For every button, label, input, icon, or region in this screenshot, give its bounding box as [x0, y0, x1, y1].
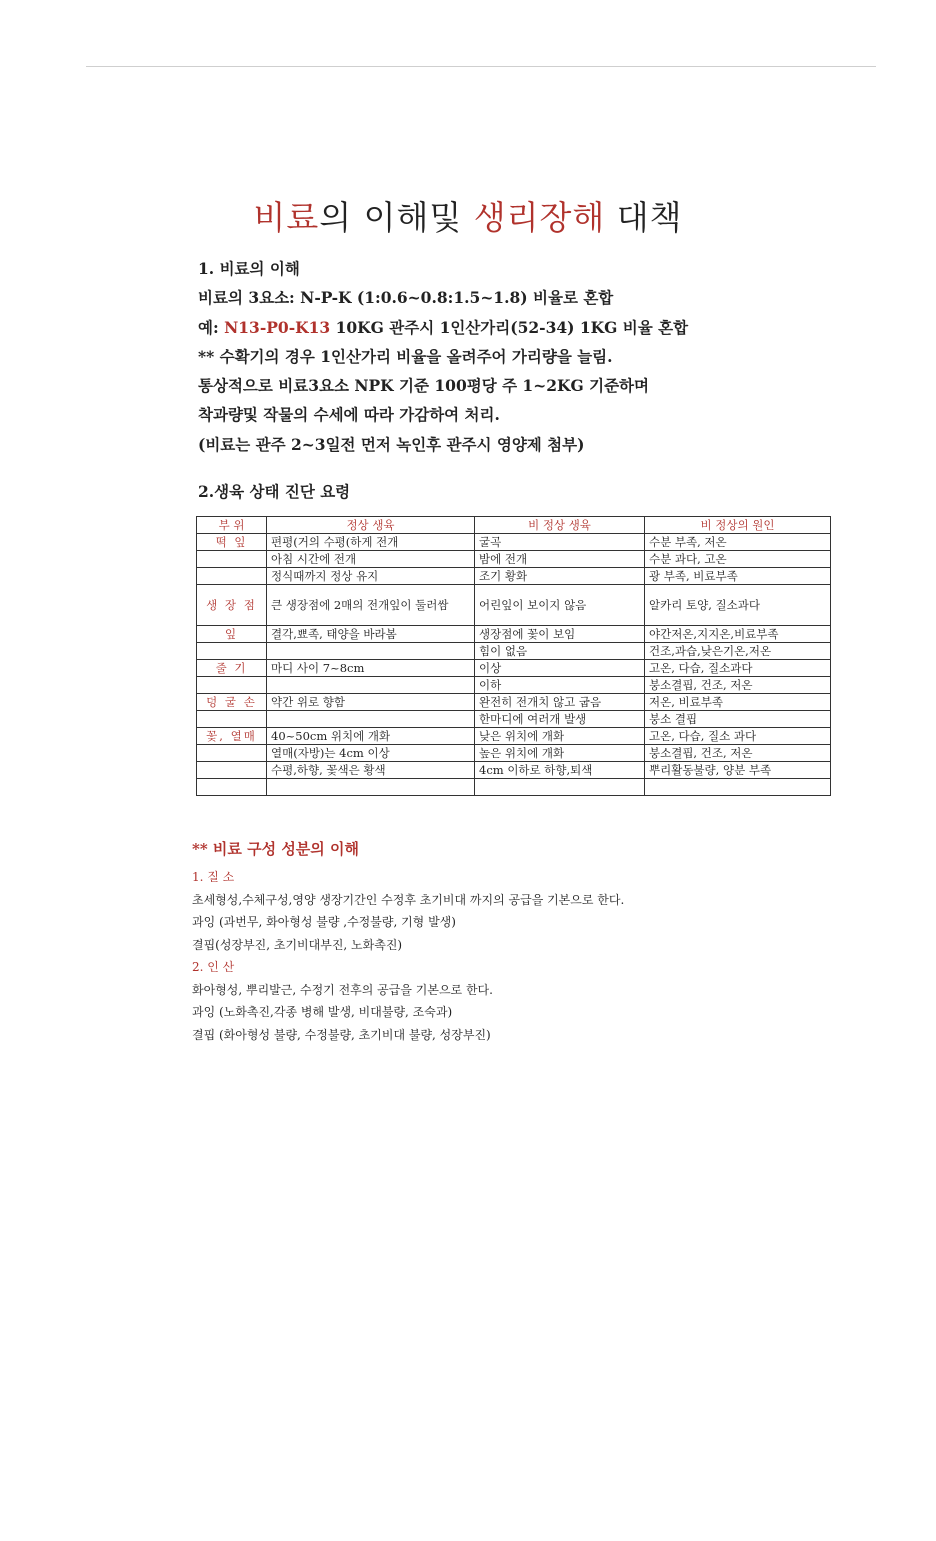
table-row [197, 660, 831, 677]
cell-normal: 큰 생장점에 2매의 전개잎이 둘러쌈 [267, 585, 475, 626]
section1-line1: 비료의 3요소: N-P-K (1:0.6~0.8:1.5~1.8) 비율로 혼합 [198, 288, 614, 308]
cell-normal: 정식때까지 정상 유지 [267, 568, 475, 585]
cell-cause: 고온, 다습, 질소과다 [645, 660, 831, 677]
section1-line4: 통상적으로 비료3요소 NPK 기준 100평당 주 1~2KG 기준하며 [198, 376, 649, 396]
section3-line: 과잉 (과번무, 화아형성 불량 ,수정불량, 기형 발생) [192, 915, 456, 929]
cell-normal [267, 677, 475, 694]
section3-line: 과잉 (노화촉진,각종 병해 발생, 비대불량, 조숙과) [192, 1005, 453, 1019]
section3-heading: ** 비료 구성 성분의 이해 [192, 840, 359, 858]
section1-heading: 1. 비료의 이해 [198, 259, 300, 278]
cell-cause: 붕소결핍, 건조, 저온 [645, 745, 831, 762]
table-row [197, 711, 831, 728]
cell-part [197, 643, 267, 660]
cell-abnormal: 밤에 전개 [475, 551, 645, 568]
cell-normal: 아침 시간에 전개 [267, 551, 475, 568]
table-row [197, 643, 831, 660]
cell-part [197, 762, 267, 779]
section1-line2 [198, 313, 838, 342]
cell-part: 덩 굴 손 [197, 694, 267, 711]
line2-rest: 10KG 관주시 1인산가리(52-34) 1KG 비율 혼합 [330, 317, 689, 337]
cell-abnormal: 생장점에 꽃이 보임 [475, 626, 645, 643]
cell-normal: 마디 사이 7~8cm [267, 660, 475, 677]
section2-heading: 2.생육 상태 진단 요령 [198, 482, 351, 501]
section-fertilizer-understanding [198, 254, 838, 459]
line2-prefix: 예: [198, 317, 225, 337]
section3-line: 초세형성,수체구성,영양 생장기간인 수정후 초기비대 까지의 공급을 기본으로 한다. [192, 892, 625, 907]
cell-part [197, 677, 267, 694]
cell-normal: 편평(거의 수평(하게 전개 [267, 534, 475, 551]
table-row [197, 728, 831, 745]
cell-cause: 붕소결핍, 건조, 저온 [645, 677, 831, 694]
cell-cause: 뿌리활동불량, 양분 부족 [645, 762, 831, 779]
table-row [197, 762, 831, 779]
cell-part: 꽃, 열매 [197, 728, 267, 745]
cell-normal: 열매(자방)는 4cm 이상 [267, 745, 475, 762]
cell-abnormal: 이상 [475, 660, 645, 677]
section-fertilizer-components [192, 866, 792, 1046]
cell-cause: 수분 부족, 저온 [645, 534, 831, 551]
cell-part: 줄 기 [197, 660, 267, 677]
growth-diagnosis-table [196, 516, 831, 796]
section3-line: 2. 인 산 [192, 960, 235, 974]
table-row [197, 568, 831, 585]
scan-top-line [86, 66, 876, 67]
table-header-row [197, 517, 831, 534]
section1-line6: (비료는 관주 2~3일전 먼저 녹인후 관주시 영양제 첨부) [198, 434, 585, 454]
line2-formula: N13-P0-K13 [224, 317, 331, 337]
cell-normal [267, 711, 475, 728]
table-row [197, 677, 831, 694]
table-row [197, 745, 831, 762]
cell-cause: 야간저온,지지온,비료부족 [645, 626, 831, 643]
cell-cause: 고온, 다습, 질소 과다 [645, 728, 831, 745]
cell-cause: 저온, 비료부족 [645, 694, 831, 711]
cell-normal [267, 779, 475, 796]
section3-line: 결핍 (화아형성 불량, 수정불량, 초기비대 불량, 성장부진) [192, 1027, 491, 1042]
cell-abnormal: 한마디에 여러개 발생 [475, 711, 645, 728]
cell-part [197, 711, 267, 728]
cell-abnormal: 어린잎이 보이지 않음 [475, 585, 645, 626]
cell-normal: 약간 위로 향함 [267, 694, 475, 711]
cell-part: 잎 [197, 626, 267, 643]
header-part: 부 위 [197, 517, 267, 534]
cell-abnormal: 낮은 위치에 개화 [475, 728, 645, 745]
section3-line: 결핍(성장부진, 초기비대부진, 노화촉진) [192, 937, 403, 952]
table-row [197, 534, 831, 551]
cell-cause: 알카리 토양, 질소과다 [645, 585, 831, 626]
cell-part: 생 장 점 [197, 585, 267, 626]
cell-part [197, 568, 267, 585]
cell-abnormal: 굴곡 [475, 534, 645, 551]
cell-cause: 건조,과습,낮은기온,저온 [645, 643, 831, 660]
title-part-2: 의 이해및 [319, 198, 474, 237]
header-cause: 비 정상의 원인 [645, 517, 831, 534]
cell-part: 떡 잎 [197, 534, 267, 551]
cell-cause [645, 779, 831, 796]
cell-cause: 광 부족, 비료부족 [645, 568, 831, 585]
section3-line: 화아형성, 뿌리발근, 수정기 전후의 공급을 기본으로 한다. [192, 982, 493, 997]
header-abnormal: 비 정상 생육 [475, 517, 645, 534]
cell-normal: 수평,하향, 꽃색은 황색 [267, 762, 475, 779]
table-row [197, 779, 831, 796]
section1-line5: 착과량및 작물의 수세에 따라 가감하여 처리. [198, 405, 500, 425]
page-title [0, 192, 936, 239]
cell-abnormal: 완전히 전개치 않고 굽음 [475, 694, 645, 711]
cell-abnormal: 힘이 없음 [475, 643, 645, 660]
table-row [197, 551, 831, 568]
cell-cause: 수분 과다, 고온 [645, 551, 831, 568]
cell-part [197, 551, 267, 568]
cell-normal: 결각,뾰족, 태양을 바라봄 [267, 626, 475, 643]
cell-normal [267, 643, 475, 660]
table-row [197, 694, 831, 711]
cell-abnormal: 이하 [475, 677, 645, 694]
section1-line3: ** 수확기의 경우 1인산가리 비율을 올려주어 가리량을 늘림. [198, 346, 613, 366]
table-row [197, 585, 831, 626]
section3-line: 1. 질 소 [192, 870, 235, 884]
title-part-1: 비료 [253, 198, 320, 237]
cell-abnormal: 조기 황화 [475, 568, 645, 585]
table-row [197, 626, 831, 643]
cell-part [197, 779, 267, 796]
cell-normal: 40~50cm 위치에 개화 [267, 728, 475, 745]
cell-part [197, 745, 267, 762]
title-part-4: 대책 [605, 198, 683, 237]
cell-cause: 붕소 결핍 [645, 711, 831, 728]
header-normal: 정상 생육 [267, 517, 475, 534]
cell-abnormal [475, 779, 645, 796]
title-part-3: 생리장해 [473, 198, 606, 237]
cell-abnormal: 높은 위치에 개화 [475, 745, 645, 762]
cell-abnormal: 4cm 이하로 하향,퇴색 [475, 762, 645, 779]
